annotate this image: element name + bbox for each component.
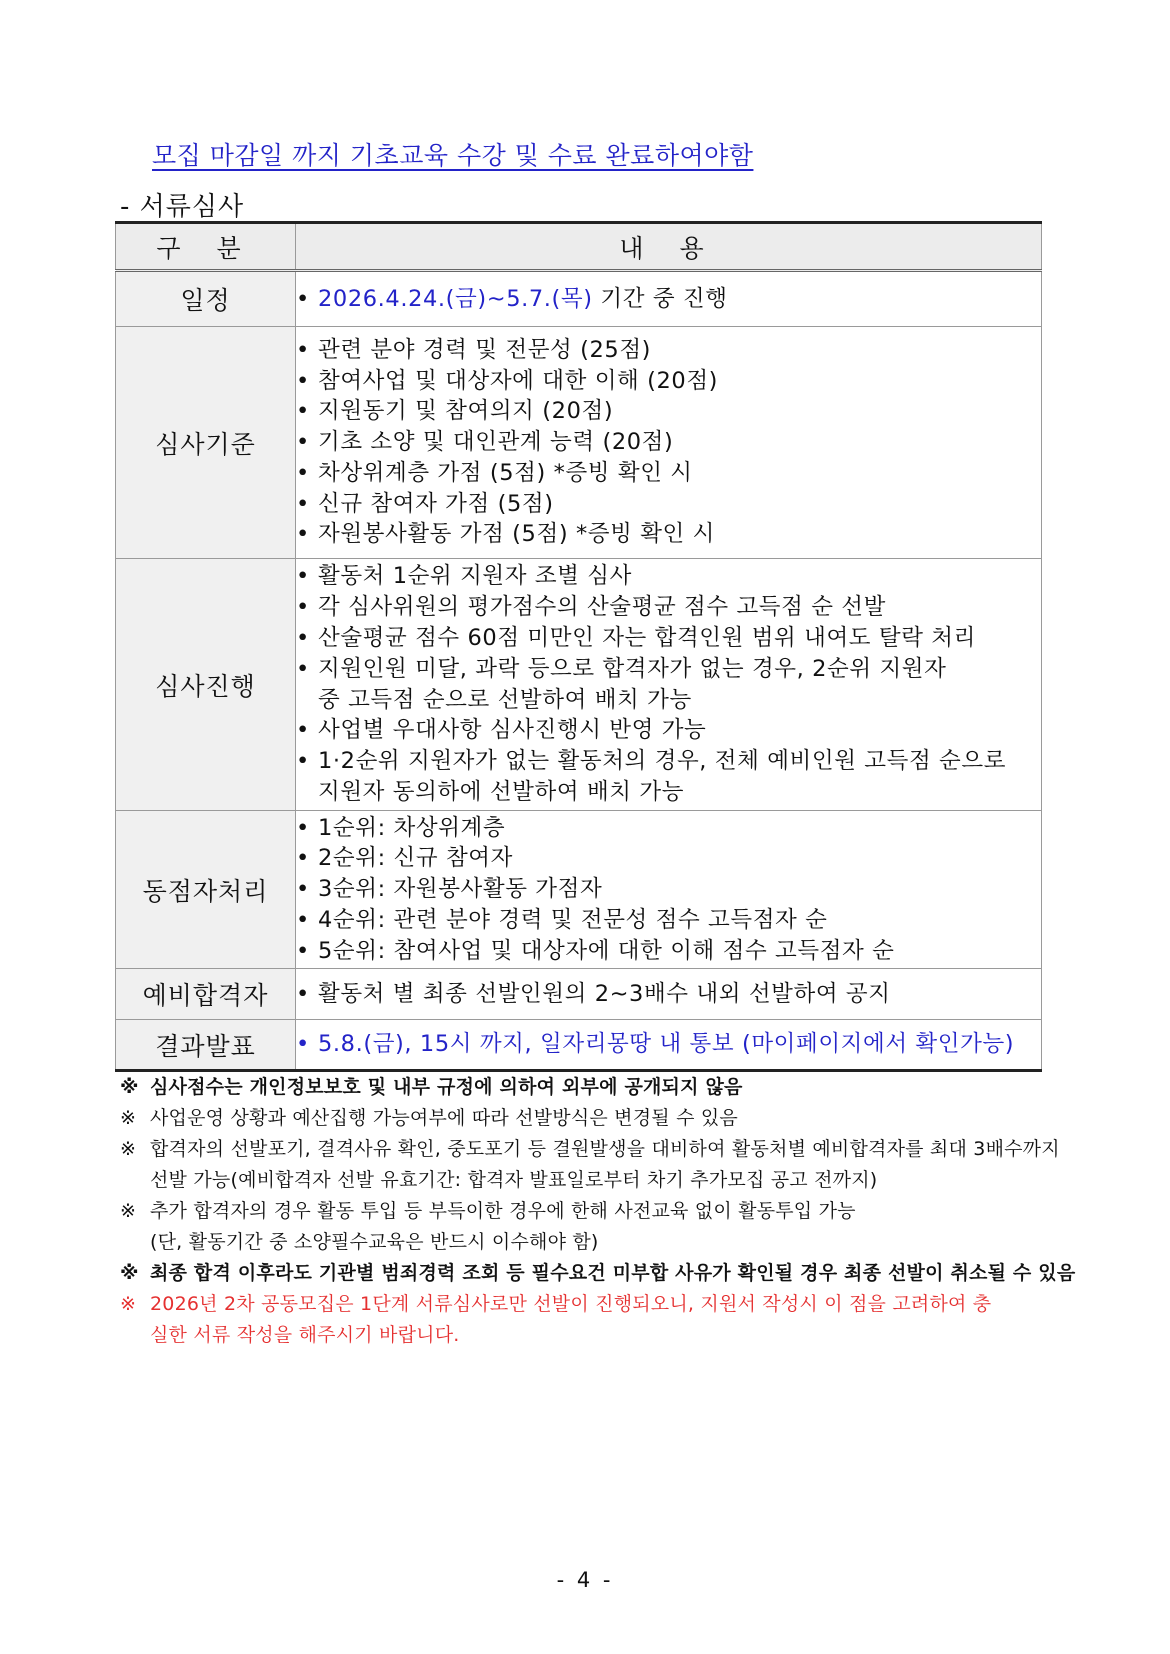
list-item: • 자원봉사활동 가점 (5점) *증빙 확인 시 (296, 519, 1041, 550)
row-label: 심사진행 (116, 559, 296, 811)
list-item: • 5순위: 참여사업 및 대상자에 대한 이해 점수 고득점자 순 (296, 936, 1041, 967)
table-header-row (116, 223, 1042, 271)
list-item: • 산술평균 점수 60점 미만인 자는 합격인원 범위 내여도 탈락 처리 (296, 623, 1041, 654)
reference-mark: ※ (120, 1293, 137, 1315)
list-item: • 기초 소양 및 대인관계 능력 (20점) (296, 427, 1041, 458)
note-item: ※ 사업운영 상황과 예산집행 가능여부에 따라 선발방식은 변경될 수 있음 (120, 1103, 1080, 1134)
header-content: 내 용 (296, 223, 1042, 271)
reference-mark: ※ (120, 1076, 139, 1098)
list-item: • 사업별 우대사항 심사진행시 반영 가능 (296, 715, 1041, 746)
note-item: ※ 2026년 2차 공동모집은 1단계 서류심사로만 선발이 진행되오니, 지원서 작성시 이 점을 고려하여 충 실한 서류 작성을 해주시기 바랍니다. (120, 1289, 1080, 1351)
list-item: • 차상위계층 가점 (5점) *증빙 확인 시 (296, 458, 1041, 489)
list-item: • 2026.4.24.(금)~5.7.(목) 기간 중 진행 (296, 284, 1041, 315)
table-row-criteria (116, 327, 1042, 559)
list-item: • 3순위: 자원봉사활동 가점자 (296, 874, 1041, 905)
note-item: ※ 합격자의 선발포기, 결격사유 확인, 중도포기 등 결원발생을 대비하여 활동처별 예비합격자를 최대 3배수까지 선발 가능(예비합격자 선발 유효기간: 합격자 발표일로부터 차기 추가모집 공고 전까지) (120, 1134, 1080, 1196)
list-item: • 지원동기 및 참여의지 (20점) (296, 396, 1041, 427)
notice-link[interactable]: 모집 마감일 까지 기초교육 수강 및 수료 완료하여야함 (152, 141, 754, 170)
table-row-reserve (116, 969, 1042, 1020)
row-label: 예비합격자 (116, 969, 296, 1020)
section-title: - 서류심사 (120, 192, 245, 222)
page-number: - 4 - (556, 1568, 614, 1592)
table-row-tiebreak (116, 811, 1042, 969)
row-content (296, 559, 1042, 811)
list-item: • 활동처 별 최종 선발인원의 2~3배수 내외 선발하여 공지 (296, 979, 1041, 1010)
table-row-schedule (116, 271, 1042, 327)
list-item: • 2순위: 신규 참여자 (296, 843, 1041, 874)
notes-section (120, 1072, 1080, 1351)
row-label: 심사기준 (116, 327, 296, 559)
row-content (296, 811, 1042, 969)
row-label: 결과발표 (116, 1020, 296, 1071)
review-table (115, 221, 1042, 1072)
row-label: 일정 (116, 271, 296, 327)
table-row-process (116, 559, 1042, 811)
list-item: • 4순위: 관련 분야 경력 및 전문성 점수 고득점자 순 (296, 905, 1041, 936)
list-item: • 활동처 1순위 지원자 조별 심사 (296, 561, 1041, 592)
list-item: • 5.8.(금), 15시 까지, 일자리몽땅 내 통보 (마이페이지에서 확인가능) (296, 1029, 1041, 1060)
list-item: • 참여사업 및 대상자에 대한 이해 (20점) (296, 366, 1041, 397)
row-label: 동점자처리 (116, 811, 296, 969)
note-item: ※ 추가 합격자의 경우 활동 투입 등 부득이한 경우에 한해 사전교육 없이 활동투입 가능 (단, 활동기간 중 소양필수교육은 반드시 이수해야 함) (120, 1196, 1080, 1258)
table-row-result (116, 1020, 1042, 1071)
list-item: • 각 심사위원의 평가점수의 산술평균 점수 고득점 순 선발 (296, 592, 1041, 623)
list-item: • 1순위: 차상위계층 (296, 813, 1041, 844)
row-content (296, 327, 1042, 559)
reference-mark: ※ (120, 1262, 139, 1284)
reference-mark: ※ (120, 1107, 137, 1129)
list-item: • 지원인원 미달, 과락 등으로 합격자가 없는 경우, 2순위 지원자 중 고득점 순으로 선발하여 배치 가능 (296, 654, 1041, 716)
row-content (296, 969, 1042, 1020)
note-item: ※ 심사점수는 개인정보보호 및 내부 규정에 의하여 외부에 공개되지 않음 (120, 1072, 1080, 1103)
reference-mark: ※ (120, 1200, 137, 1222)
note-item: ※ 최종 합격 이후라도 기관별 범죄경력 조회 등 필수요건 미부합 사유가 확인될 경우 최종 선발이 취소될 수 있음 (120, 1258, 1080, 1289)
header-category: 구 분 (116, 223, 296, 271)
list-item: • 관련 분야 경력 및 전문성 (25점) (296, 335, 1041, 366)
row-content (296, 271, 1042, 327)
row-content (296, 1020, 1042, 1071)
reference-mark: ※ (120, 1138, 137, 1160)
list-item: • 신규 참여자 가점 (5점) (296, 489, 1041, 520)
list-item: • 1·2순위 지원자가 없는 활동처의 경우, 전체 예비인원 고득점 순으로 지원자 동의하에 선발하여 배치 가능 (296, 746, 1041, 808)
